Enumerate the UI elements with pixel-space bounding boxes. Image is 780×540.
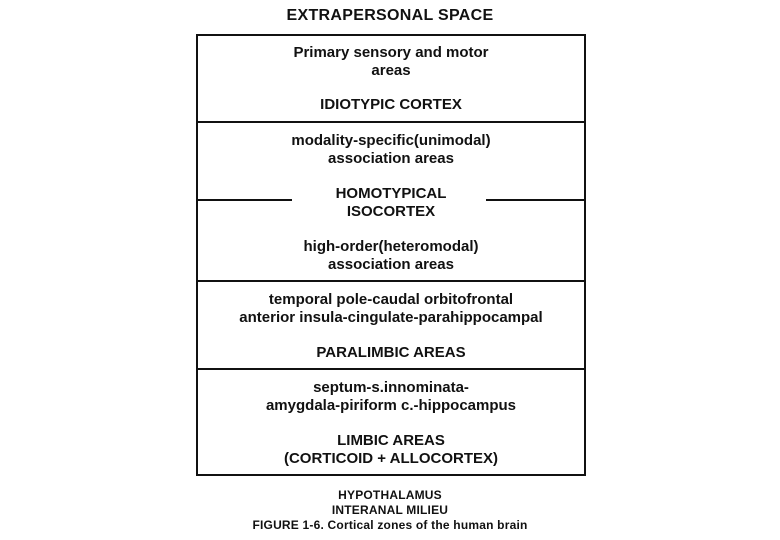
limbic-description-line2: amygdala-piriform c.-hippocampus — [265, 397, 517, 414]
idiotypic-description-line1: Primary sensory and motor — [293, 44, 489, 61]
unimodal-description-line1: modality-specific(unimodal) — [291, 132, 491, 149]
diagram-top-title: EXTRAPERSONAL SPACE — [286, 7, 494, 24]
idiotypic-cortex-label: IDIOTYPIC CORTEX — [320, 96, 462, 113]
paralimbic-areas-label: PARALIMBIC AREAS — [316, 344, 466, 361]
idiotypic-description-line2: areas — [371, 62, 411, 79]
paralimbic-description-line1: temporal pole-caudal orbitofrontal — [268, 291, 514, 308]
footer-internal-milieu: INTERANAL MILIEU — [331, 503, 449, 517]
footer-hypothalamus: HYPOTHALAMUS — [338, 488, 442, 502]
divider-paralimbic-limbic — [198, 368, 584, 370]
divider-idiotypic-unimodal — [198, 121, 584, 123]
homotypical-label-line2: ISOCORTEX — [346, 203, 436, 220]
heteromodal-description-line2: association areas — [328, 256, 454, 273]
divider-heteromodal-paralimbic — [198, 280, 584, 282]
limbic-areas-label-line2: (CORTICOID + ALLOCORTEX) — [283, 450, 499, 467]
limbic-areas-label-line1: LIMBIC AREAS — [337, 432, 445, 449]
limbic-description-line1: septum-s.innominata- — [313, 379, 469, 396]
figure-caption: FIGURE 1-6. Cortical zones of the human brain — [252, 518, 528, 532]
homotypical-label-line1: HOMOTYPICAL — [335, 185, 447, 202]
heteromodal-description-line1: high-order(heteromodal) — [303, 238, 479, 255]
unimodal-description-line2: association areas — [328, 150, 454, 167]
paralimbic-description-line2: anterior insula-cingulate-parahippocampal — [239, 309, 543, 326]
